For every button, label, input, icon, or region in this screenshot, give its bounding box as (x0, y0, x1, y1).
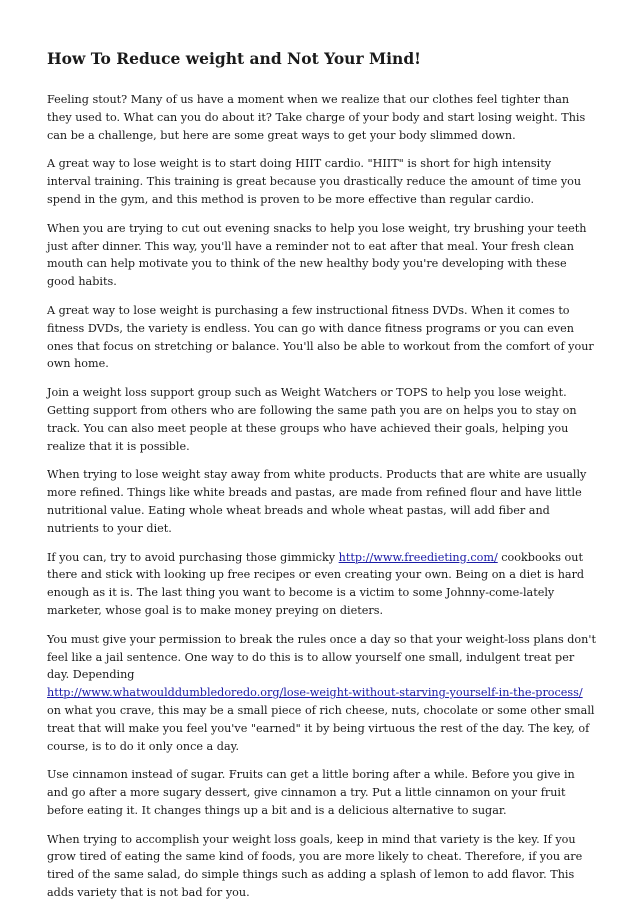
paragraph (47, 631, 597, 756)
paragraph: A great way to lose weight is purchasing a few instructional fitness DVDs. When it comes to fitness DVDs, the variety is endless. You can go with dance fitness programs or you can even ones that focus on stretching or balance. You'll also be able to workout from the comfort of your own home. (47, 303, 594, 371)
paragraph-text: cookbooks out there and stick with looking up free recipes or even creating your own. Being on a diet is hard enough as it is. The last thing you want to become is a victim to some Johnny-come-lately marketer, whose goal is to make money preying on dieters. (47, 550, 585, 617)
dumbledore-link[interactable]: http://www.whatwoulddumbledoredo.org/lose-weight-without-starving-yourself-in-the-process/ (47, 686, 583, 700)
paragraph (47, 549, 597, 620)
page-title: How To Reduce weight and Not Your Mind! (47, 49, 421, 68)
paragraph: A great way to lose weight is to start doing HIIT cardio. "HIIT" is short for high intensity interval training. This training is great because you drastically reduce the amount of time you spend in the gym, and this method is proven to be more effective than regular cardio. (47, 157, 582, 206)
paragraph: When trying to lose weight stay away from white products. Products that are white are usually more refined. Things like white breads and pastas, are made from refined flour and have little nutritional value. Eating whole wheat breads and whole wheat pastas, will add fiber and nutrients to your diet. (47, 468, 587, 535)
freedieting-link[interactable]: http://www.freedieting.com/ (338, 550, 498, 564)
paragraph: Join a weight loss support group such as Weight Watchers or TOPS to help you lose weight. Getting support from others who are following the same path you are on helps you to stay on track. You can also meet people at these groups who have achieved their goals, helping you realize that it is possible. (47, 386, 577, 453)
document-page (47, 47, 597, 913)
paragraph-text: If you can, try to avoid purchasing those gimmicky (47, 550, 339, 564)
paragraph: When you are trying to cut out evening snacks to help you lose weight, try brushing your teeth just after dinner. This way, you'll have a reminder not to eat after that meal. Your fresh clean mouth can help motivate you to think of the new healthy body you're developing with these good habits. (47, 221, 587, 289)
paragraph: Feeling stout? Many of us have a moment when we realize that our clothes feel tighter than they used to. What can you do about it? Take charge of your body and start losing weight. This can be a challenge, but here are some great ways to get your body slimmed down. (47, 93, 586, 142)
paragraph-text: You must give your permission to break the rules once a day so that your weight-loss plans don't feel like a jail sentence. One way to do this is to allow yourself one small, indulgent treat per day. Depending (47, 632, 596, 682)
paragraph: Use cinnamon instead of sugar. Fruits can get a little boring after a while. Before you give in and go after a more sugary dessert, give cinnamon a try. Put a little cinnamon on your fruit before eating it. It changes things up a bit and is a delicious alternative to sugar. (47, 768, 575, 817)
paragraph-text: on what you crave, this may be a small piece of rich cheese, nuts, chocolate or some other small treat that will make you feel you've "earned" it by being virtuous the rest of the day. The key, of course, is to do it only once a day. (47, 703, 595, 753)
paragraph: When trying to accomplish your weight loss goals, keep in mind that variety is the key. If you grow tired of eating the same kind of foods, you are more likely to cheat. Therefore, if you are tired of the same salad, do simple things such as adding a splash of lemon to add flavor. This adds variety that is not bad for you. (47, 832, 583, 900)
